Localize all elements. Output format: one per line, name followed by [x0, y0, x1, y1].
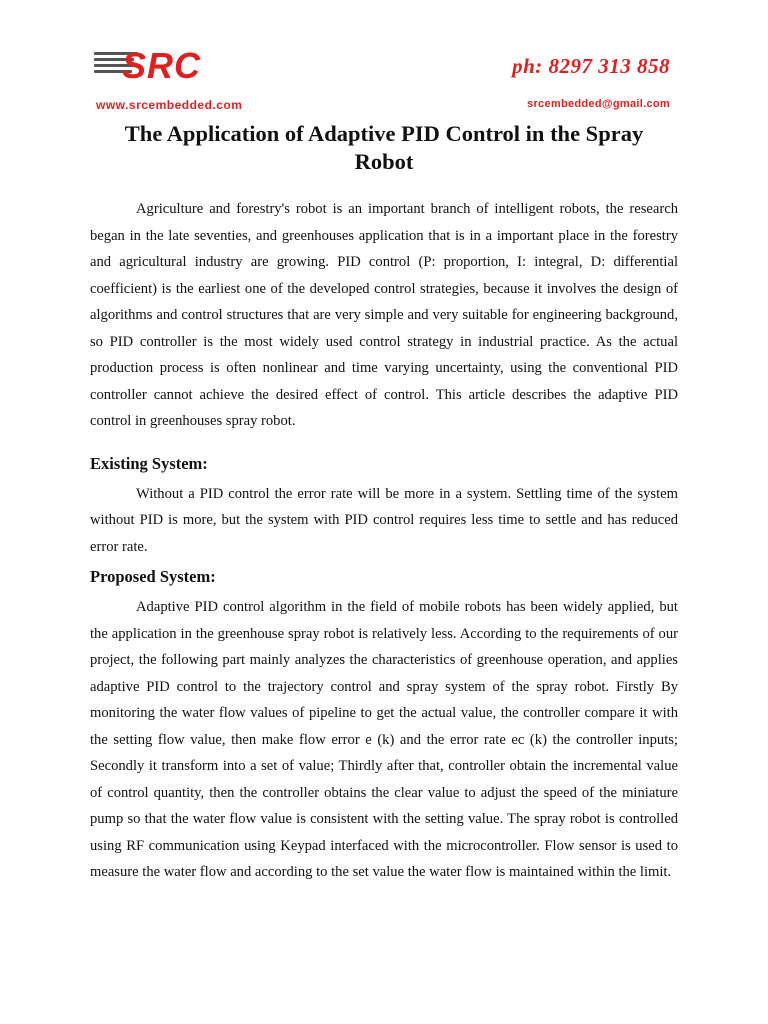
logo-text: SRC — [122, 45, 202, 86]
page-header — [0, 0, 768, 118]
document-title: The Application of Adaptive PID Control in the Spray Robot — [124, 121, 644, 174]
email-address: srcembedded@gmail.com — [527, 98, 670, 110]
existing-system-paragraph: Without a PID control the error rate will be more in a system. Settling time of the system without PID is more, but the system with PID control requires less time to settle and has reduced error rate. — [90, 485, 678, 555]
phone-number: ph: 8297 313 858 — [512, 54, 670, 78]
proposed-system-heading: Proposed System: — [90, 567, 216, 586]
existing-system-heading: Existing System: — [90, 453, 208, 473]
website-url: www.srcembedded.com — [96, 98, 243, 112]
document-body — [90, 120, 678, 886]
src-logo — [94, 44, 214, 86]
intro-paragraph: Agriculture and forestry's robot is an important branch of intelligent robots, the research began in the late seventies, and greenhouses application that is in a important place in the forestry and agricultural industry are growing. PID control (P: proportion, I: integral, D: differential coefficient) is the earliest one of the developed control strategies, because it involves the design of algorithms and control structures that are very simple and very suitable for engineering background, so PID controller is the most widely used control strategy in industrial practice. As the actual production process is often nonlinear and time varying uncertainty, using the conventional PID controller cannot achieve the desired effect of control. This article describes the adaptive PID control in greenhouses spray robot. — [90, 201, 678, 429]
proposed-system-paragraph: Adaptive PID control algorithm in the field of mobile robots has been widely applied, but the application in the greenhouse spray robot is relatively less. According to the requirements of our project, the following part mainly analyzes the characteristics of greenhouse operation, and applies adaptive PID control to the trajectory control and spray system of the spray robot. Firstly By monitoring the water flow values of pipeline to get the actual value, the controller compare it with the setting flow value, then make flow error e (k) and the error rate ec (k) the controller inputs; Secondly it transform into a set of value; Thirdly after that, controller obtain the incremental value of control quantity, then the controller obtains the clear value to adjust the speed of the miniature pump so that the water flow value is consistent with the setting value. The spray robot is controlled using RF communication using Keypad interfaced with the microcontroller. Flow sensor is used to measure the water flow and according to the set value the water flow is maintained within the limit. — [90, 599, 678, 880]
